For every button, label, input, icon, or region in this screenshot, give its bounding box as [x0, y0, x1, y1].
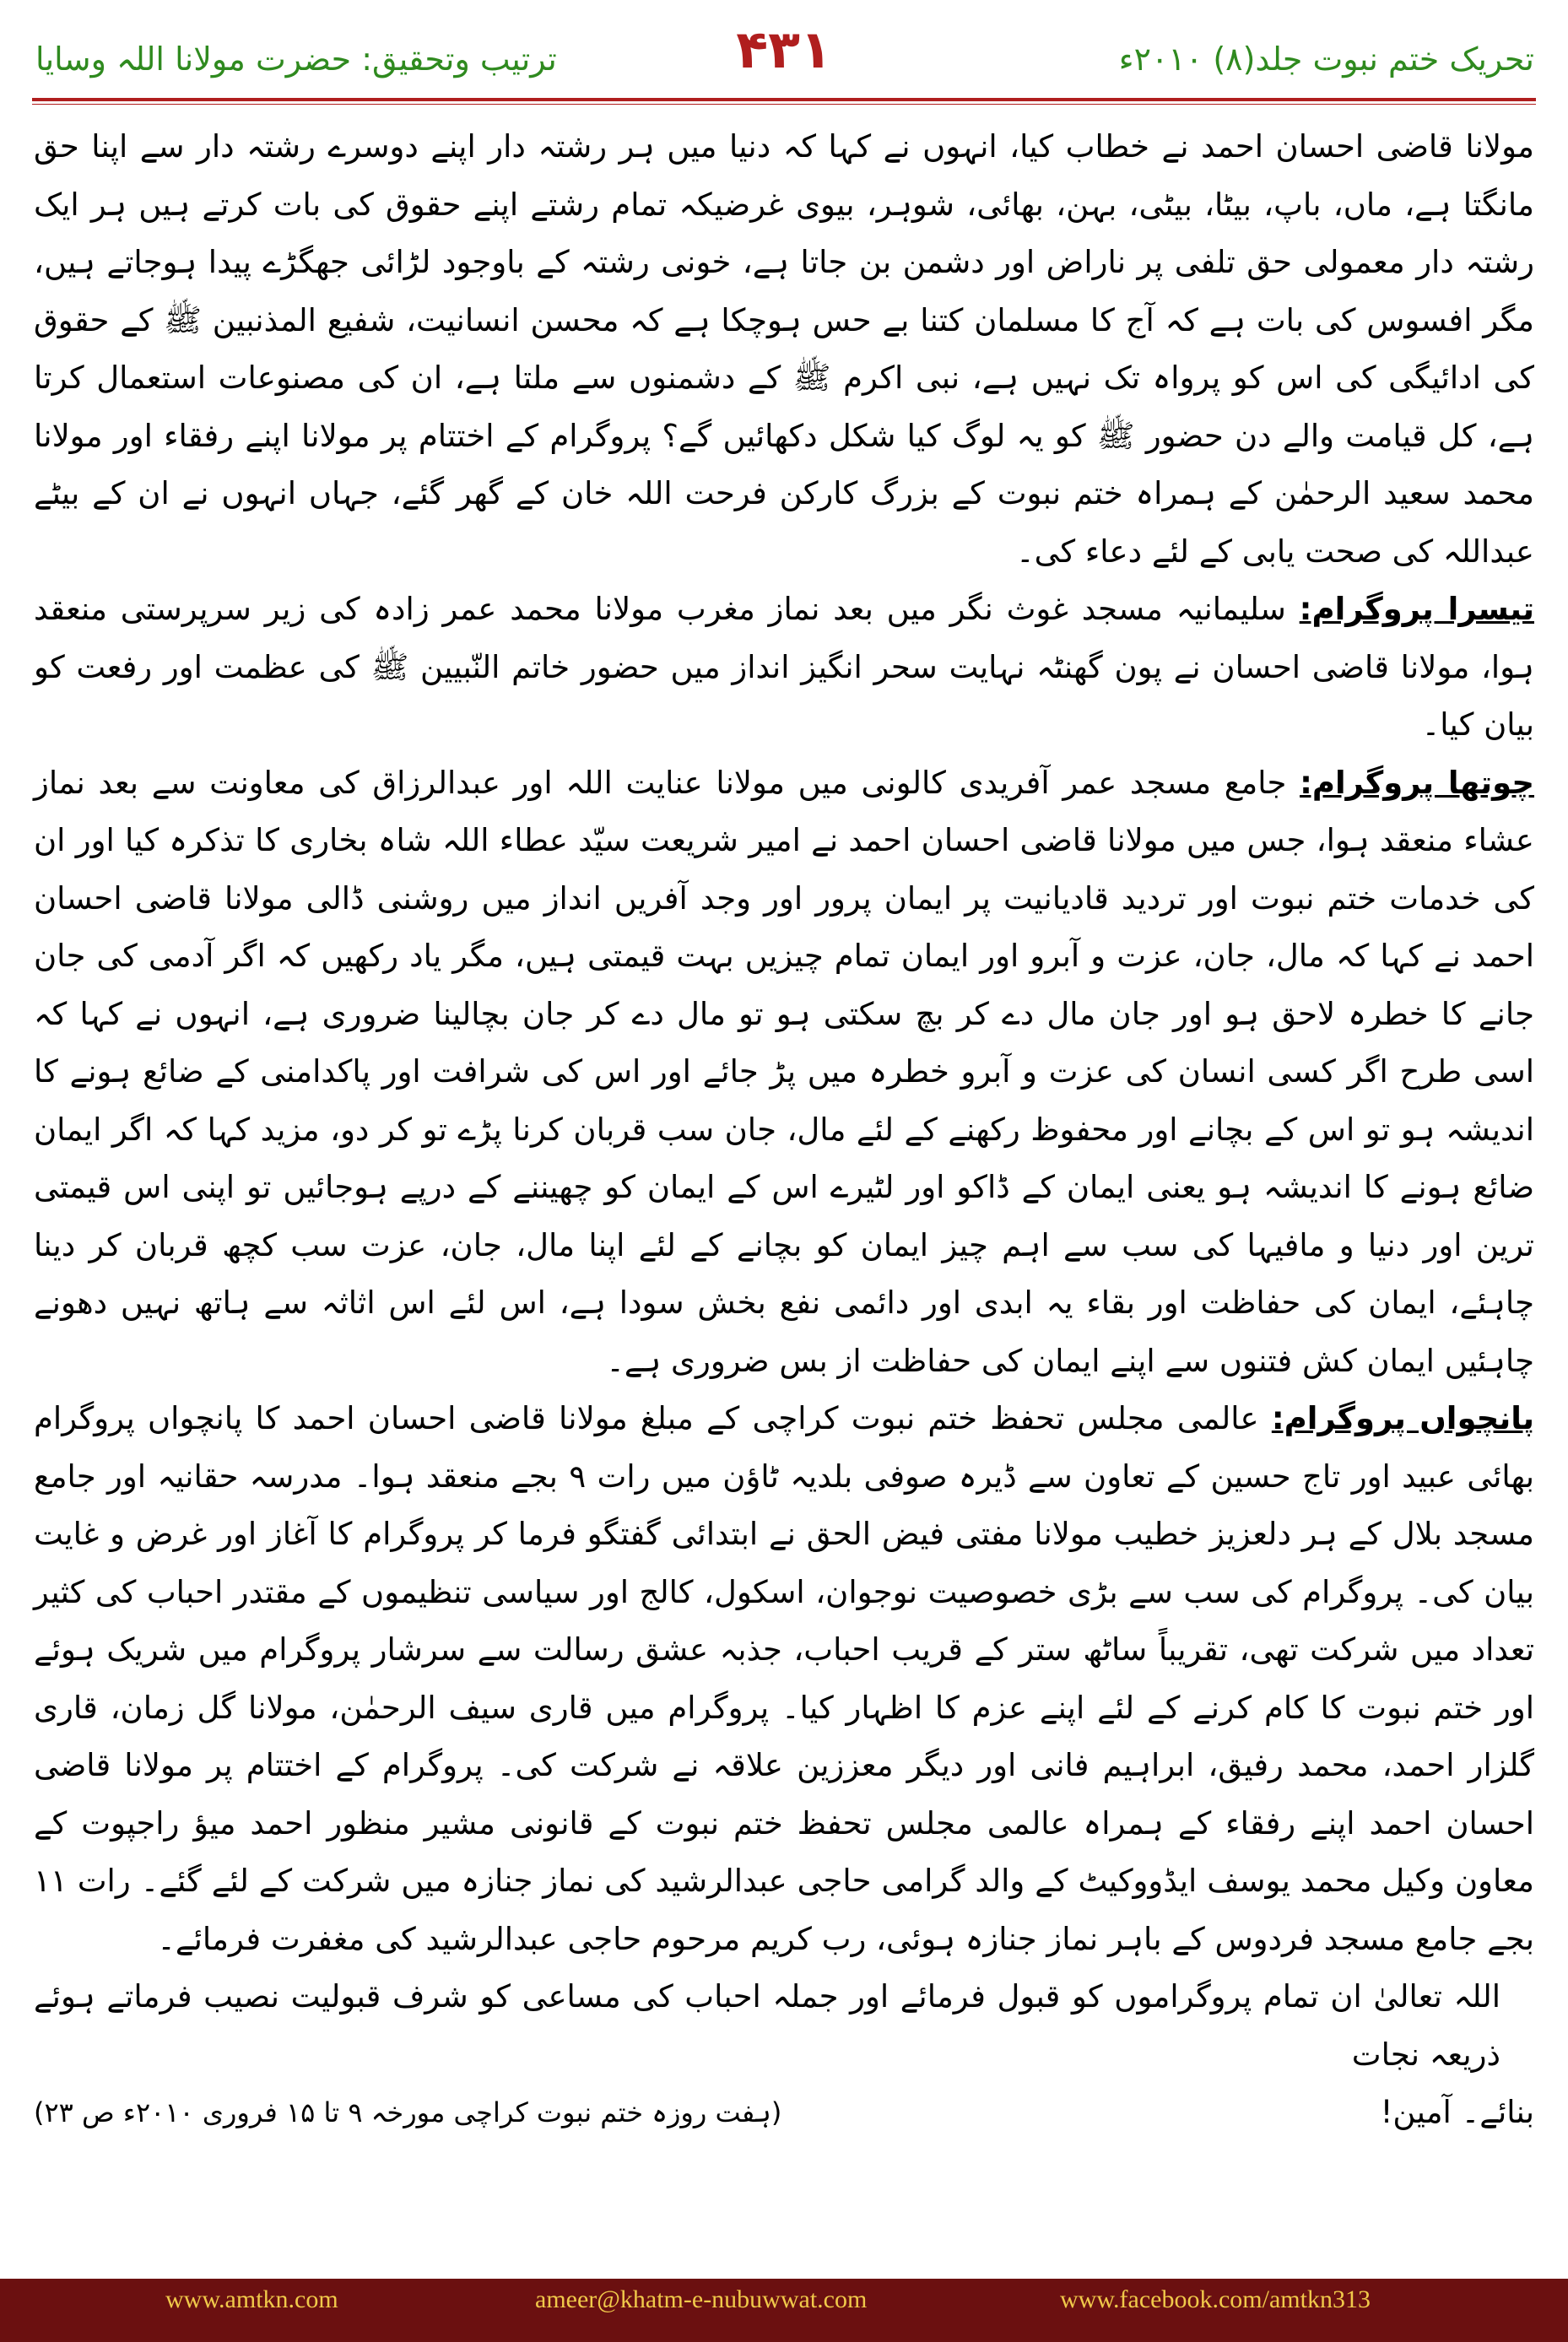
paragraph-text: سلیمانیہ مسجد غوث نگر میں بعد نماز مغرب مولانا محمد عمر زادہ کی زیر سرپرستی منعقد ہوا، مولانا قاضی احسان نے پون گھنٹہ نہایت سحر انگیز انداز میں حضور خاتم النّبیین ﷺ کی عظمت اور رفعت کو بیان کیا۔ — [34, 591, 1534, 743]
page-footer — [0, 2279, 1568, 2342]
paragraph-fourth-program — [34, 755, 1534, 1391]
source-citation: (ہفت روزہ ختم نبوت کراچی مورخہ ۹ تا ۱۵ فروری ۲۰۱۰ء ص ۲۳) — [34, 2096, 782, 2128]
facebook-link[interactable]: www.facebook.com/amtkn313 — [1060, 2285, 1371, 2313]
section-title: تیسرا پروگرام: — [1299, 591, 1534, 627]
section-title: پانچواں پروگرام: — [1271, 1400, 1534, 1436]
book-title: تحریک ختم نبوت جلد(۸) ۲۰۱۰ء — [1118, 41, 1534, 78]
page-number: ۴۳۱ — [736, 19, 832, 80]
website-link[interactable]: www.amtkn.com — [165, 2285, 338, 2313]
paragraph-third-program — [34, 581, 1534, 755]
header-divider — [32, 98, 1536, 101]
email-link[interactable]: ameer@khatm-e-nubuwwat.com — [535, 2285, 868, 2313]
paragraph-fifth-program — [34, 1390, 1534, 1968]
page-body — [34, 118, 1534, 2142]
paragraph-text: اللہ تعالیٰ ان تمام پروگراموں کو قبول فرمائے اور جملہ احباب کی مساعی کو شرف قبولیت نصیب فرماتے ہوئے ذریعہ نجات — [34, 1978, 1500, 2073]
closing-line — [34, 2084, 1534, 2142]
page-header — [0, 0, 1568, 108]
paragraph-text: جامع مسجد عمر آفریدی کالونی میں مولانا عنایت اللہ اور عبدالرزاق کی معاونت سے بعد نماز عشاء منعقد ہوا، جس میں مولانا قاضی احسان احمد نے امیر شریعت سیّد عطاء اللہ شاہ بخاری کا تذکرہ کیا اور ان کی خدمات ختم نبوت اور تردید قادیانیت پر ایمان پرور اور وجد آفریں انداز میں روشنی ڈالی مولانا قاضی احسان احمد نے کہا کہ مال، جان، عزت و آبرو اور ایمان تمام چیزیں بہت قیمتی ہیں، مگر یاد رکھیں کہ اگر آدمی کی جان جانے کا خطرہ لاحق ہو اور جان مال دے کر بچ سکتی ہو تو مال دے کر جان بچالینا ضروری ہے، انہوں نے کہا کہ اسی طرح اگر کسی انسان کی عزت و آبرو خطرہ میں پڑ جائے اور اس کی شرافت اور پاکدامنی کے ضائع ہونے کا اندیشہ ہو تو اس کے بچانے اور محفوظ رکھنے کے لئے مال، جان سب قربان کرنا پڑے تو کر دو، مزید کہا کہ اگر ایمان ضائع ہونے کا اندیشہ ہو یعنی ایمان کے ڈاکو اور لٹیرے اس کے ایمان کو چھیننے کے درپے ہوجائیں تو اپنی اس قیمتی ترین اور دنیا و مافیہا کی سب سے اہم چیز ایمان کو بچانے کے لئے اپنا مال، جان، عزت سب کچھ قربان کر دینا چاہئے، ایمان کی حفاظت اور بقاء یہ ابدی اور دائمی نفع بخش سودا ہے، اس لئے اس اثاثہ سے ہاتھ نہیں دھونے چاہئیں ایمان کش فتنوں سے اپنے ایمان کی حفاظت از بس ضروری ہے۔ — [34, 764, 1534, 1379]
paragraph-text: عالمی مجلس تحفظ ختم نبوت کراچی کے مبلغ مولانا قاضی احسان احمد کا پانچواں پروگرام بھائی عبید اور تاج حسین کے تعاون سے ڈیرہ صوفی بلدیہ ٹاؤن میں رات ۹ بجے منعقد ہوا۔ مدرسہ حقانیہ اور جامع مسجد بلال کے ہر دلعزیز خطیب مولانا مفتی فیض الحق نے ابتدائی گفتگو فرما کر پروگرام کا آغاز اور غرض و غایت بیان کی۔ پروگرام کی سب سے بڑی خصوصیت نوجوان، اسکول، کالج اور سیاسی تنظیموں کے مقتدر احباب کی کثیر تعداد میں شرکت تھی، تقریباً ساٹھ ستر کے قریب احباب، جذبہ عشق رسالت سے سرشار پروگرام میں شریک ہوئے اور ختم نبوت کا کام کرنے کے لئے اپنے عزم کا اظہار کیا۔ پروگرام میں قاری سیف الرحمٰن، مولانا گل زمان، قاری گلزار احمد، محمد رفیق، ابراہیم فانی اور دیگر معززین علاقہ نے شرکت کی۔ پروگرام کے اختتام پر مولانا قاضی احسان احمد اپنے رفقاء کے ہمراہ عالمی مجلس تحفظ ختم نبوت کے قانونی مشیر منظور احمد میؤ راجپوت کے معاون وکیل محمد یوسف ایڈووکیٹ کے والد گرامی حاجی عبدالرشید کی نماز جنازہ میں شرکت کے لئے گئے۔ رات ۱۱ بجے جامع مسجد فردوس کے باہر نماز جنازہ ہوئی، رب کریم مرحوم حاجی عبدالرشید کی مغفرت فرمائے۔ — [34, 1400, 1534, 1957]
header-divider-thin — [32, 104, 1536, 105]
compiler-credit: ترتیب وتحقیق: حضرت مولانا اللہ وسایا — [35, 41, 557, 78]
paragraph-intro — [34, 118, 1534, 581]
section-title: چوتھا پروگرام: — [1300, 764, 1535, 801]
paragraph-text: مولانا قاضی احسان احمد نے خطاب کیا، انہوں نے کہا کہ دنیا میں ہر رشتہ دار اپنے دوسرے رشتہ دار سے اپنا حق مانگتا ہے، ماں، باپ، بیٹا، بیٹی، بہن، بھائی، شوہر، بیوی غرضیکہ تمام رشتے اپنے حقوق کی بات کرتے ہیں ہر ایک رشتہ دار معمولی حق تلفی پر ناراض اور دشمن بن جاتا ہے، خونی رشتہ کے باوجود لڑائی جھگڑے پیدا ہوجاتے ہیں، مگر افسوس کی بات ہے کہ آج کا مسلمان کتنا بے حس ہوچکا ہے کہ محسن انسانیت، شفیع المذنبین ﷺ کے حقوق کی ادائیگی کی اس کو پرواہ تک نہیں ہے، نبی اکرم ﷺ کے دشمنوں سے ملتا ہے، ان کی مصنوعات استعمال کرتا ہے، کل قیامت والے دن حضور ﷺ کو یہ لوگ کیا شکل دکھائیں گے؟ پروگرام کے اختتام پر مولانا اپنے رفقاء اور مولانا محمد سعید الرحمٰن کے ہمراہ ختم نبوت کے بزرگ کارکن فرحت اللہ خان کے گھر گئے، جہاں انہوں نے ان کے بیٹے عبداللہ کی صحت یابی کے لئے دعاء کی۔ — [34, 128, 1534, 570]
paragraph-closing — [34, 1968, 1534, 2084]
ameen-text: بنائے۔ آمین! — [1380, 2094, 1534, 2130]
